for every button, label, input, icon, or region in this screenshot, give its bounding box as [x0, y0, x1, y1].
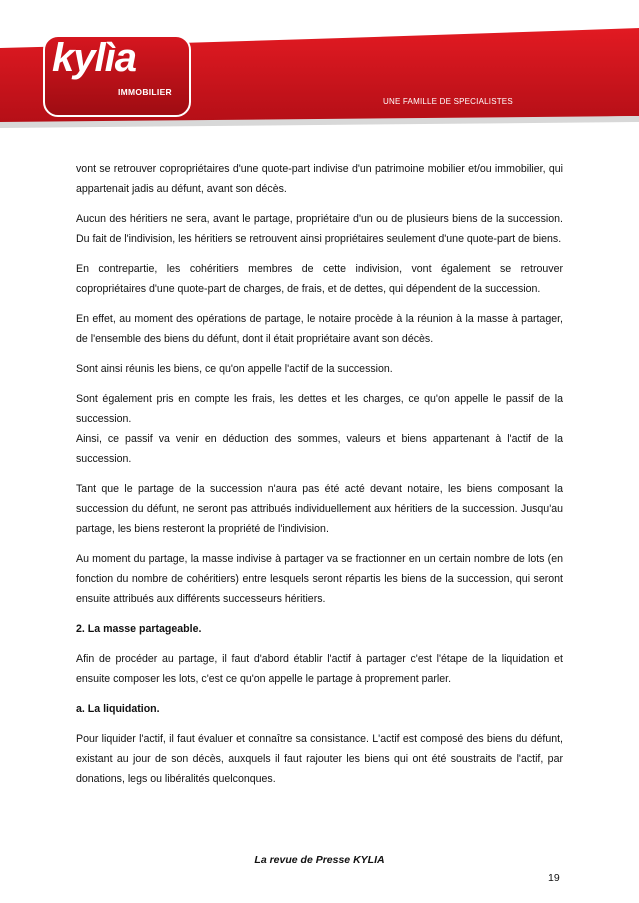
paragraph: vont se retrouver copropriétaires d'une quote-part indivise d'un patrimoine mobilier et/ou immobilier, qui appartenait jadis au défunt, avant son décès.: [76, 163, 563, 195]
paragraph: En effet, au moment des opérations de partage, le notaire procède à la réunion à la masse à partager, de l'ensemble des biens du défunt, dont il était propriétaire avant son décès.: [76, 313, 563, 345]
section-heading: 2. La masse partageable.: [76, 623, 202, 635]
paragraph: Pour liquider l'actif, il faut évaluer et connaître sa consistance. L'actif est composé des biens du défunt, existant au jour de son décès, auxquels il faut rajouter les biens qui ont été soustraits de l'actif, par donations, legs ou libéralités quelconques.: [76, 733, 563, 785]
paragraph: Aucun des héritiers ne sera, avant le partage, propriétaire d'un ou de plusieurs biens de la succession. Du fait de l'indivision, les héritiers se retrouvent ainsi propriétaires seulement d'une quote-part de biens.: [76, 213, 563, 245]
paragraph: Sont ainsi réunis les biens, ce qu'on appelle l'actif de la succession.: [76, 363, 393, 375]
paragraph: Au moment du partage, la masse indivise à partager va se fractionner en un certain nombre de lots (en fonction du nombre de cohéritiers) entre lesquels seront répartis les biens de la succession, qui seront ensuite attribués aux différents successeurs héritiers.: [76, 553, 563, 605]
subsection-heading: a. La liquidation.: [76, 703, 160, 715]
paragraph: Ainsi, ce passif va venir en déduction des sommes, valeurs et biens appartenant à l'actif de la succession.: [76, 433, 563, 465]
logo-subtitle: IMMOBILIER: [118, 87, 172, 97]
footer-title: La revue de Presse KYLIA: [254, 854, 385, 866]
header-tagline: UNE FAMILLE DE SPECIALISTES: [383, 97, 513, 106]
page-number: 19: [548, 872, 560, 884]
paragraph: En contrepartie, les cohéritiers membres de cette indivision, vont également se retrouver copropriétaires d'une quote-part de charges, de frais, et de dettes, qui dépendent de la succession.: [76, 263, 563, 295]
paragraph: Afin de procéder au partage, il faut d'abord établir l'actif à partager c'est l'étape de la liquidation et ensuite composer les lots, c'est ce qu'on appelle le partage à proprement parler.: [76, 653, 563, 685]
logo-wordmark: kylìa: [52, 36, 136, 80]
paragraph: Tant que le partage de la succession n'aura pas été acté devant notaire, les biens composant la succession du défunt, ne seront pas attribués individuellement aux héritiers de la succession. Jusqu'au partage, les biens resteront la propriété de l'indivision.: [76, 483, 563, 535]
document-body: [76, 159, 563, 799]
paragraph: Sont également pris en compte les frais, les dettes et les charges, ce qu'on appelle le passif de la succession.: [76, 393, 563, 425]
